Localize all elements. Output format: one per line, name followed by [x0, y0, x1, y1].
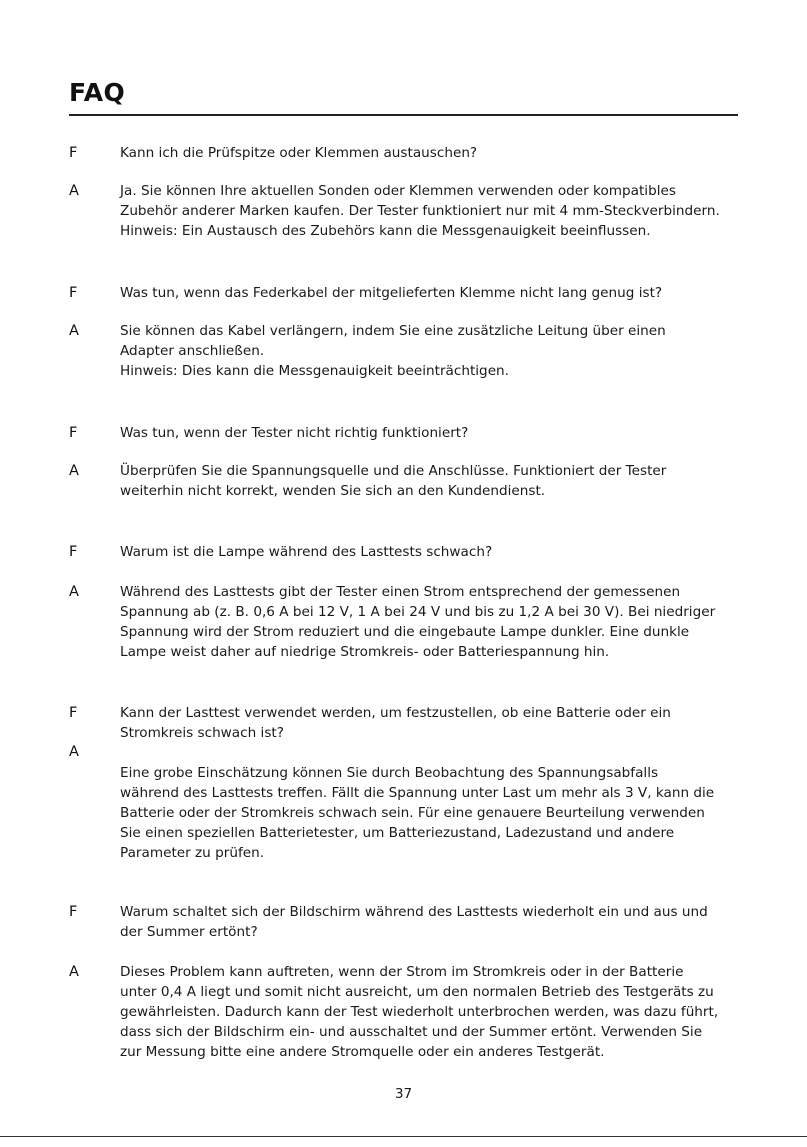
question-marker: F — [69, 544, 78, 560]
question-text — [120, 423, 740, 443]
question-text — [120, 703, 740, 743]
question-marker: F — [69, 285, 78, 301]
answer-line: Sie einen speziellen Batterietester, um Batteriezustand, Ladezustand und andere — [120, 825, 675, 841]
title-divider — [69, 114, 738, 116]
question-line: der Summer ertönt? — [120, 924, 258, 940]
bottom-divider — [0, 1136, 807, 1137]
answer-text — [120, 582, 740, 662]
answer-text — [120, 461, 740, 501]
answer-marker: A — [69, 964, 79, 980]
answer-line: Adapter anschließen. — [120, 343, 265, 359]
question-marker: F — [69, 904, 78, 920]
page-number: 37 — [394, 1086, 413, 1102]
question-line: Warum ist die Lampe während des Lasttests schwach? — [120, 544, 493, 560]
answer-line: unter 0,4 A liegt und somit nicht ausreicht, um den normalen Betrieb des Testgeräts zu — [120, 984, 714, 1000]
question-text — [120, 902, 740, 942]
answer-line: Spannung wird der Strom reduziert und die eingebaute Lampe dunkler. Eine dunkle — [120, 624, 690, 640]
answer-line: Parameter zu prüfen. — [120, 845, 265, 861]
answer-line: Zubehör anderer Marken kaufen. Der Tester funktioniert nur mit 4 mm-Steckverbindern. — [120, 203, 720, 219]
answer-line: Sie können das Kabel verlängern, indem Sie eine zusätzliche Leitung über einen — [120, 323, 666, 339]
question-line: Kann der Lasttest verwendet werden, um festzustellen, ob eine Batterie oder ein — [120, 705, 671, 721]
question-line: Warum schaltet sich der Bildschirm während des Lasttests wiederholt ein und aus und — [120, 904, 708, 920]
answer-text — [120, 763, 740, 863]
answer-text — [120, 181, 740, 241]
answer-marker: A — [69, 323, 79, 339]
answer-text — [120, 962, 740, 1062]
answer-text — [120, 321, 740, 381]
answer-line: Hinweis: Dies kann die Messgenauigkeit beeinträchtigen. — [120, 363, 509, 379]
answer-line: Eine grobe Einschätzung können Sie durch Beobachtung des Spannungsabfalls — [120, 765, 659, 781]
answer-line: Batterie oder der Stromkreis schwach sein. Für eine genauere Beurteilung verwenden — [120, 805, 705, 821]
question-text — [120, 283, 740, 303]
question-line: Stromkreis schwach ist? — [120, 725, 284, 741]
question-text — [120, 542, 740, 562]
answer-line: weiterhin nicht korrekt, wenden Sie sich an den Kundendienst. — [120, 483, 546, 499]
answer-line: Ja. Sie können Ihre aktuellen Sonden oder Klemmen verwenden oder kompatibles — [120, 183, 676, 199]
question-marker: F — [69, 425, 78, 441]
question-marker: F — [69, 145, 78, 161]
answer-line: gewährleisten. Dadurch kann der Test wiederholt unterbrochen werden, was dazu führt, — [120, 1004, 719, 1020]
question-marker: F — [69, 705, 78, 721]
answer-line: zur Messung bitte eine andere Stromquelle oder ein anderes Testgerät. — [120, 1044, 605, 1060]
answer-line: Während des Lasttests gibt der Tester einen Strom entsprechend der gemessenen — [120, 584, 681, 600]
answer-line: dass sich der Bildschirm ein- und ausschaltet und der Summer ertönt. Verwenden Sie — [120, 1024, 703, 1040]
question-line: Was tun, wenn das Federkabel der mitgelieferten Klemme nicht lang genug ist? — [120, 285, 663, 301]
answer-marker: A — [69, 183, 79, 199]
answer-line: Überprüfen Sie die Spannungsquelle und die Anschlüsse. Funktioniert der Tester — [120, 463, 667, 479]
answer-line: Lampe weist daher auf niedrige Stromkreis- oder Batteriespannung hin. — [120, 644, 610, 660]
question-line: Was tun, wenn der Tester nicht richtig funktioniert? — [120, 425, 469, 441]
answer-line: Spannung ab (z. B. 0,6 A bei 12 V, 1 A bei 24 V und bis zu 1,2 A bei 30 V). Bei niedriger — [120, 604, 716, 620]
answer-marker: A — [69, 463, 79, 479]
answer-line: Hinweis: Ein Austausch des Zubehörs kann die Messgenauigkeit beeinflussen. — [120, 223, 651, 239]
question-line: Kann ich die Prüfspitze oder Klemmen austauschen? — [120, 145, 478, 161]
answer-line: Dieses Problem kann auftreten, wenn der Strom im Stromkreis oder in der Batterie — [120, 964, 684, 980]
answer-line: während des Lasttests treffen. Fällt die Spannung unter Last um mehr als 3 V, kann die — [120, 785, 715, 801]
answer-marker: A — [69, 584, 79, 600]
question-text — [120, 143, 740, 163]
answer-marker: A — [69, 744, 79, 760]
page-title: FAQ — [69, 78, 126, 107]
